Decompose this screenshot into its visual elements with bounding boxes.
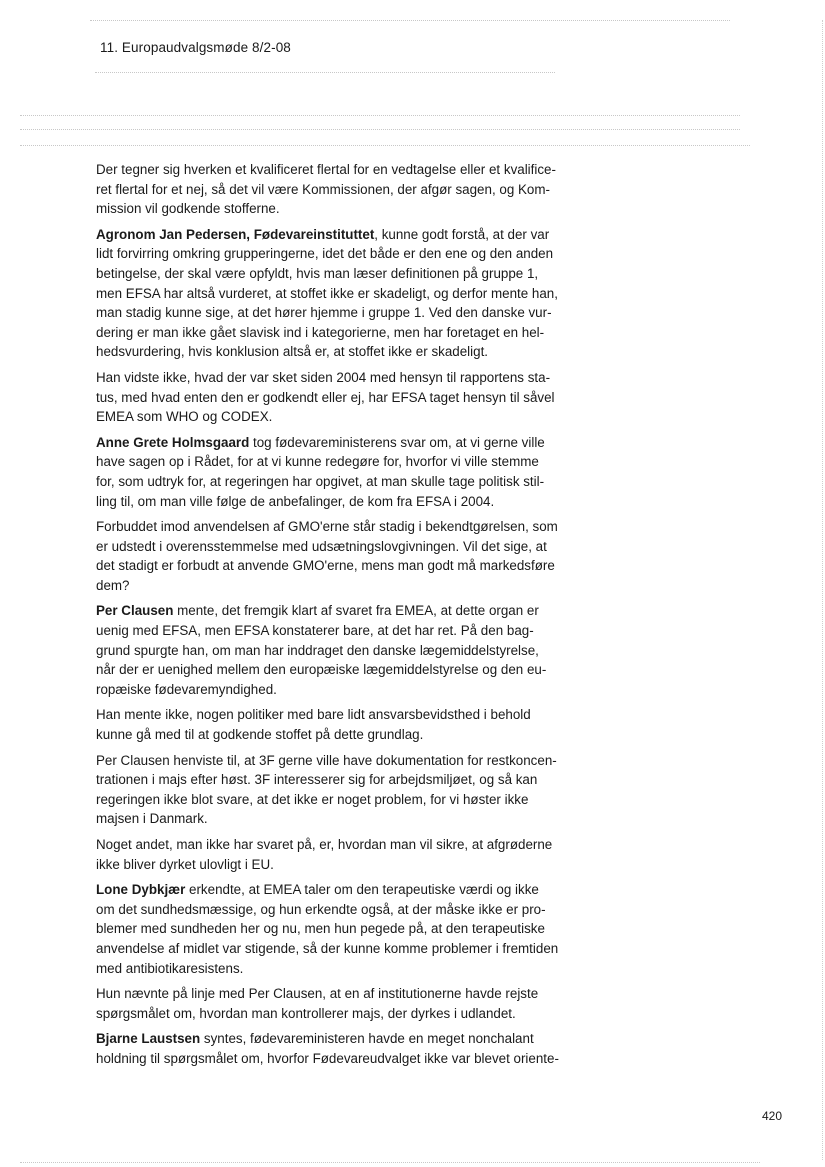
text-line: Per Clausen henviste til, at 3F gerne ville have dokumentation for restkoncen-: [96, 752, 557, 768]
text-line: betingelse, der skal være opfyldt, hvis man læser definitionen på gruppe 1,: [96, 265, 539, 281]
text-line: grund spurgte han, om man har inddraget den danske lægemiddelstyrelse,: [96, 642, 539, 658]
paragraph: [96, 751, 582, 829]
page-number: 420: [762, 1109, 783, 1123]
speaker-name: Per Clausen: [96, 603, 174, 619]
text-line: er udstedt i overensstemmelse med udsætningslovgivningen. Vil det sige, at: [96, 538, 547, 554]
text-line: blemer med sundheden her og nu, men hun pegede på, at den terapeutiske: [96, 921, 545, 937]
paragraph: [96, 880, 582, 978]
scan-edge-artifact: [822, 20, 823, 1160]
text-fragment: , kunne godt forstå, at der var: [374, 226, 550, 242]
text-line: Han vidste ikke, hvad der var sket siden 2004 med hensyn til rapportens sta-: [96, 369, 551, 385]
text-line: dem?: [96, 577, 130, 593]
text-line: ling til, om man ville følge de anbefalinger, de kom fra EFSA i 2004.: [96, 493, 495, 509]
text-line: regeringen ikke blot svare, at det ikke er noget problem, for vi høster ikke: [96, 791, 529, 807]
text-line: dering er man ikke gået slavisk ind i kategorierne, men har foretaget en hel-: [96, 324, 545, 340]
text-line: lidt forvirring omkring grupperingerne, idet det både er den ene og den anden: [96, 246, 554, 262]
text-line: [96, 225, 582, 245]
text-line: holdning til spørgsmålet om, hvorfor Fødevareudvalget ikke var blevet oriente-: [96, 1050, 559, 1066]
paragraph: [96, 433, 582, 511]
text-line: [96, 1029, 582, 1049]
speaker-name: Lone Dybkjær: [96, 882, 186, 898]
text-line: Der tegner sig hverken et kvalificeret flertal for en vedtagelse eller et kvalifice-: [96, 162, 556, 177]
document-body: [96, 160, 582, 1075]
text-line: det stadigt er forbudt at anvende GMO'erne, mens man godt må markedsføre: [96, 558, 555, 574]
scan-line-artifact: [20, 1162, 760, 1163]
scan-line-artifact: [20, 145, 750, 146]
text-line: Forbuddet imod anvendelsen af GMO'erne står stadig i bekendtgørelsen, som: [96, 519, 558, 535]
text-line: trationen i majs efter høst. 3F interesserer sig for arbejdsmiljøet, og så kan: [96, 772, 538, 788]
paragraph: [96, 705, 582, 744]
paragraph: [96, 225, 582, 362]
text-line: majsen i Danmark.: [96, 811, 208, 827]
text-line: spørgsmålet om, hvordan man kontrollerer majs, der dyrkes i udlandet.: [96, 1005, 516, 1021]
paragraph: [96, 160, 582, 219]
text-line: kunne gå med til at godkende stoffet på dette grundlag.: [96, 727, 424, 743]
text-line: ropæiske fødevaremyndighed.: [96, 681, 277, 697]
text-fragment: erkendte, at EMEA taler om den terapeutiske værdi og ikke: [185, 882, 539, 898]
scan-line-artifact: [95, 72, 555, 73]
speaker-name: Anne Grete Holmsgaard: [96, 434, 250, 450]
scan-line-artifact: [90, 20, 730, 21]
paragraph: [96, 601, 582, 699]
text-fragment: syntes, fødevareministeren havde en meget nonchalant: [200, 1031, 534, 1047]
text-line: når der er uenighed mellem den europæiske lægemiddelstyrelse og den eu-: [96, 662, 547, 678]
paragraph: [96, 984, 582, 1023]
text-line: ret flertal for et nej, så det vil være Kommissionen, der afgør sagen, og Kom-: [96, 181, 550, 197]
text-line: tus, med hvad enten den er godkendt eller ej, har EFSA taget hensyn til såvel: [96, 389, 555, 405]
text-line: EMEA som WHO og CODEX.: [96, 409, 273, 425]
text-line: ikke bliver dyrket ulovligt i EU.: [96, 856, 274, 872]
document-header: 11. Europaudvalgsmøde 8/2-08: [100, 40, 291, 55]
scan-line-artifact: [20, 115, 740, 116]
paragraph: [96, 1029, 582, 1068]
text-line: uenig med EFSA, men EFSA konstaterer bare, at det har ret. På den bag-: [96, 623, 534, 639]
text-line: Hun nævnte på linje med Per Clausen, at en af institutionerne havde rejste: [96, 986, 539, 1002]
text-fragment: tog fødevareministerens svar om, at vi gerne ville: [249, 434, 545, 450]
text-line: om det sundhedsmæssige, og hun erkendte også, at der måske ikke er pro-: [96, 901, 546, 917]
text-line: man stadig kunne sige, at det hører hjemme i gruppe 1. Ved den danske vur-: [96, 305, 552, 321]
text-fragment: mente, det fremgik klart af svaret fra EMEA, at dette organ er: [173, 603, 539, 619]
paragraph: [96, 517, 582, 595]
paragraph: [96, 835, 582, 874]
text-line: men EFSA har altså vurderet, at stoffet ikke er skadeligt, og derfor mente han,: [96, 285, 558, 301]
text-line: [96, 880, 582, 900]
text-line: hedsvurdering, hvis konklusion altså er, at stoffet ikke er skadeligt.: [96, 344, 489, 360]
text-line: med antibiotikaresistens.: [96, 960, 244, 976]
text-line: Han mente ikke, nogen politiker med bare lidt ansvarsbevidsthed i behold: [96, 707, 531, 723]
paragraph: [96, 368, 582, 427]
speaker-name: Agronom Jan Pedersen, Fødevareinstituttet: [96, 226, 375, 242]
text-line: anvendelse af midlet var stigende, så der kunne komme problemer i fremtiden: [96, 940, 559, 956]
text-line: have sagen op i Rådet, for at vi kunne redegøre for, hvorfor vi ville stemme: [96, 454, 539, 470]
speaker-name: Bjarne Laustsen: [96, 1031, 201, 1047]
text-line: [96, 433, 582, 453]
text-line: [96, 601, 582, 621]
text-line: for, som udtryk for, at regeringen har opgivet, at man skulle tage politisk stil-: [96, 473, 545, 489]
scan-line-artifact: [20, 129, 740, 130]
text-line: mission vil godkende stofferne.: [96, 201, 280, 217]
text-line: Noget andet, man ikke har svaret på, er, hvordan man vil sikre, at afgrøderne: [96, 837, 553, 852]
